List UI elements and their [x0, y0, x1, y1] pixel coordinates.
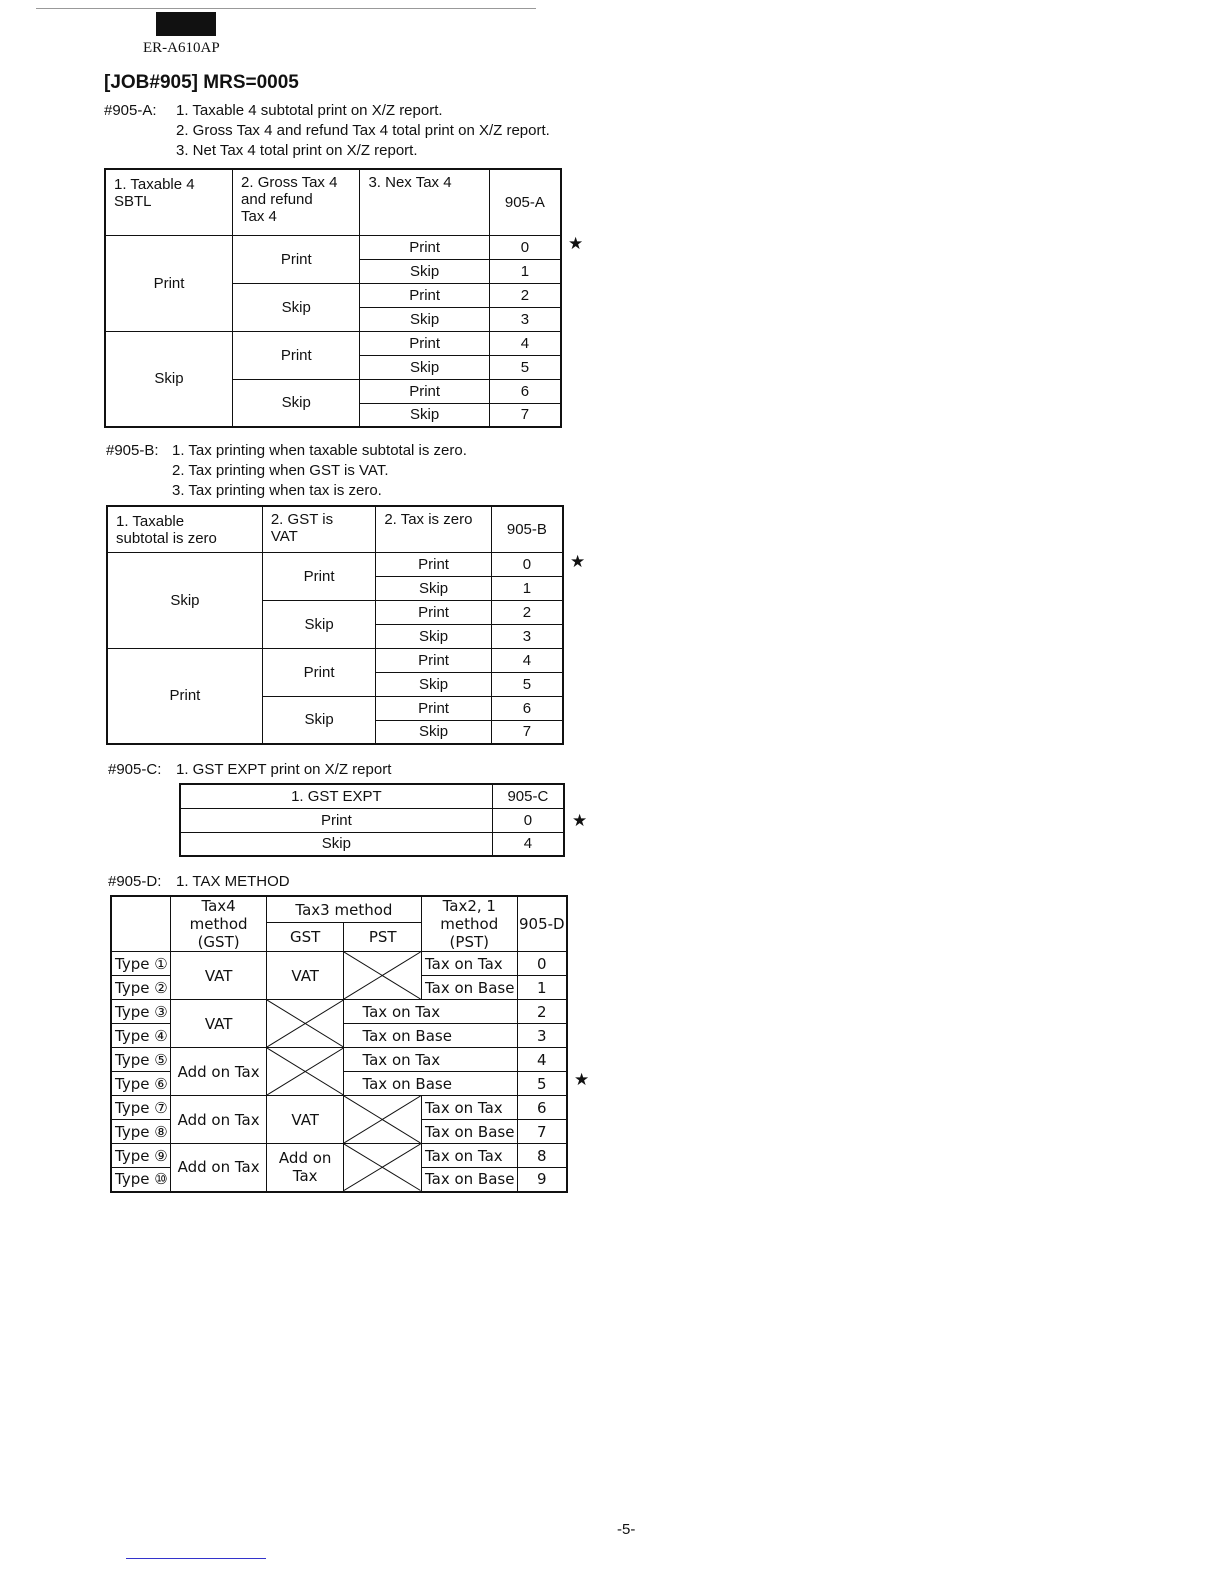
- cell: Tax on Tax: [344, 1000, 517, 1024]
- value-cell: 4: [489, 331, 561, 355]
- value-cell: 5: [517, 1072, 567, 1096]
- cell: Skip: [376, 720, 491, 744]
- sec-a-item-2: 2. Gross Tax 4 and refund Tax 4 total print on X/Z report.: [176, 122, 550, 139]
- type-label: Type ②: [111, 976, 171, 1000]
- bottom-rule: [126, 1558, 266, 1559]
- value-cell: 2: [489, 283, 561, 307]
- value-cell: 1: [489, 259, 561, 283]
- value-cell: 3: [517, 1024, 567, 1048]
- header-905-b: 905-B: [491, 506, 563, 552]
- header-gst-expt: 1. GST EXPT: [180, 784, 492, 808]
- value-cell: 6: [491, 696, 563, 720]
- cell: Print: [262, 648, 375, 696]
- value-cell: 9: [517, 1168, 567, 1192]
- type-label: Type ⑨: [111, 1144, 171, 1168]
- sec-a-description: [104, 101, 704, 163]
- not-applicable-cross: [344, 1096, 422, 1144]
- cell: Skip: [233, 283, 360, 331]
- header-net-tax-4: 3. Nex Tax 4: [360, 169, 489, 235]
- cell: Add on Tax: [266, 1144, 344, 1192]
- header-tax21-method: Tax2, 1 method (PST): [421, 896, 517, 952]
- cell: Print: [107, 648, 262, 744]
- value-cell: 3: [489, 307, 561, 331]
- type-label: Type ⑧: [111, 1120, 171, 1144]
- cell: Skip: [376, 624, 491, 648]
- value-cell: 6: [489, 379, 561, 403]
- cell: Skip: [376, 672, 491, 696]
- cell: VAT: [266, 952, 344, 1000]
- cell: Skip: [360, 307, 489, 331]
- sec-b-label: #905-B:: [106, 442, 159, 459]
- default-star-icon: ★: [570, 552, 586, 571]
- sec-c-item-1: 1. GST EXPT print on X/Z report: [176, 761, 392, 778]
- not-applicable-cross: [266, 1000, 344, 1048]
- cell: Skip: [360, 355, 489, 379]
- cell: Print: [376, 696, 491, 720]
- value-cell: 6: [517, 1096, 567, 1120]
- cell: Tax on Tax: [421, 952, 517, 976]
- cell: Add on Tax: [171, 1048, 267, 1096]
- cell: Print: [376, 552, 491, 576]
- value-cell: 4: [492, 832, 564, 856]
- header-black-bar: [156, 12, 216, 36]
- value-cell: 4: [517, 1048, 567, 1072]
- cell: Skip: [107, 552, 262, 648]
- header-905-c: 905-C: [492, 784, 564, 808]
- model-number: ER-A610AP: [143, 40, 220, 56]
- value-cell: 0: [517, 952, 567, 976]
- value-cell: 2: [517, 1000, 567, 1024]
- value-cell: 4: [491, 648, 563, 672]
- table-905-a: [104, 168, 562, 428]
- cell: Print: [360, 283, 489, 307]
- cell: Print: [233, 331, 360, 379]
- page-number: -5-: [617, 1521, 636, 1538]
- header-taxable-zero: 1. Taxable subtotal is zero: [107, 506, 262, 552]
- sec-d-label: #905-D:: [108, 873, 162, 890]
- cell: Skip: [180, 832, 492, 856]
- cell: Skip: [262, 600, 375, 648]
- cell: Skip: [360, 259, 489, 283]
- value-cell: 1: [517, 976, 567, 1000]
- cell: VAT: [266, 1096, 344, 1144]
- sec-a-label: #905-A:: [104, 102, 157, 119]
- cell: VAT: [171, 1000, 267, 1048]
- header-905-a: 905-A: [489, 169, 561, 235]
- value-cell: 7: [489, 403, 561, 427]
- sec-d-item-1: 1. TAX METHOD: [176, 873, 290, 890]
- default-star-icon: ★: [574, 1070, 590, 1089]
- header-gst: GST: [266, 923, 344, 952]
- table-905-c: [179, 783, 565, 857]
- sec-b-item-3: 3. Tax printing when tax is zero.: [172, 482, 382, 499]
- top-rule: [36, 8, 536, 9]
- cell: Print: [376, 600, 491, 624]
- type-label: Type ⑥: [111, 1072, 171, 1096]
- sec-b-item-1: 1. Tax printing when taxable subtotal is zero.: [172, 442, 467, 459]
- type-label: Type ⑦: [111, 1096, 171, 1120]
- header-gross-tax-4: 2. Gross Tax 4 and refund Tax 4: [233, 169, 360, 235]
- cell: Skip: [360, 403, 489, 427]
- value-cell: 8: [517, 1144, 567, 1168]
- job-title: [JOB#905] MRS=0005: [104, 72, 299, 93]
- not-applicable-cross: [266, 1048, 344, 1096]
- cell: Print: [376, 648, 491, 672]
- cell: VAT: [171, 952, 267, 1000]
- value-cell: 7: [491, 720, 563, 744]
- sec-b-description: [106, 441, 706, 503]
- type-label: Type ⑤: [111, 1048, 171, 1072]
- type-label: Type ①: [111, 952, 171, 976]
- sec-d-description: [108, 872, 608, 892]
- cell: Tax on Base: [421, 1168, 517, 1192]
- cell: Tax on Base: [344, 1072, 517, 1096]
- cell: Print: [360, 331, 489, 355]
- cell: Tax on Base: [421, 976, 517, 1000]
- value-cell: 0: [492, 808, 564, 832]
- cell: Tax on Tax: [421, 1096, 517, 1120]
- sec-a-item-3: 3. Net Tax 4 total print on X/Z report.: [176, 142, 418, 159]
- type-label: Type ⑩: [111, 1168, 171, 1192]
- cell: Add on Tax: [171, 1144, 267, 1192]
- value-cell: 5: [491, 672, 563, 696]
- cell: Print: [262, 552, 375, 600]
- cell: Print: [233, 235, 360, 283]
- not-applicable-cross: [344, 1144, 422, 1192]
- cell: Print: [360, 235, 489, 259]
- cell: Tax on Tax: [344, 1048, 517, 1072]
- table-905-b: [106, 505, 564, 745]
- cell: Skip: [105, 331, 233, 427]
- header-pst: PST: [344, 923, 422, 952]
- value-cell: 5: [489, 355, 561, 379]
- header-taxable-4: 1. Taxable 4 SBTL: [105, 169, 233, 235]
- cell: Add on Tax: [171, 1096, 267, 1144]
- value-cell: 1: [491, 576, 563, 600]
- default-star-icon: ★: [572, 811, 588, 830]
- sec-a-item-1: 1. Taxable 4 subtotal print on X/Z report.: [176, 102, 443, 119]
- type-label: Type ③: [111, 1000, 171, 1024]
- header-empty: [111, 896, 171, 952]
- value-cell: 0: [491, 552, 563, 576]
- header-tax3-method: Tax3 method: [266, 896, 421, 923]
- header-tax-zero: 2. Tax is zero: [376, 506, 491, 552]
- sec-c-description: [108, 760, 608, 780]
- cell: Skip: [376, 576, 491, 600]
- cell: Tax on Tax: [421, 1144, 517, 1168]
- cell: Tax on Base: [421, 1120, 517, 1144]
- table-905-d: [110, 895, 568, 1193]
- header-tax4-method: Tax4 method (GST): [171, 896, 267, 952]
- cell: Print: [105, 235, 233, 331]
- cell: Skip: [262, 696, 375, 744]
- value-cell: 0: [489, 235, 561, 259]
- cell: Tax on Base: [344, 1024, 517, 1048]
- type-label: Type ④: [111, 1024, 171, 1048]
- default-star-icon: ★: [568, 234, 584, 253]
- not-applicable-cross: [344, 952, 422, 1000]
- value-cell: 3: [491, 624, 563, 648]
- sec-b-item-2: 2. Tax printing when GST is VAT.: [172, 462, 389, 479]
- header-905-d: 905-D: [517, 896, 567, 952]
- cell: Print: [180, 808, 492, 832]
- sec-c-label: #905-C:: [108, 761, 162, 778]
- value-cell: 7: [517, 1120, 567, 1144]
- cell: Print: [360, 379, 489, 403]
- cell: Skip: [233, 379, 360, 427]
- header-gst-vat: 2. GST is VAT: [262, 506, 375, 552]
- value-cell: 2: [491, 600, 563, 624]
